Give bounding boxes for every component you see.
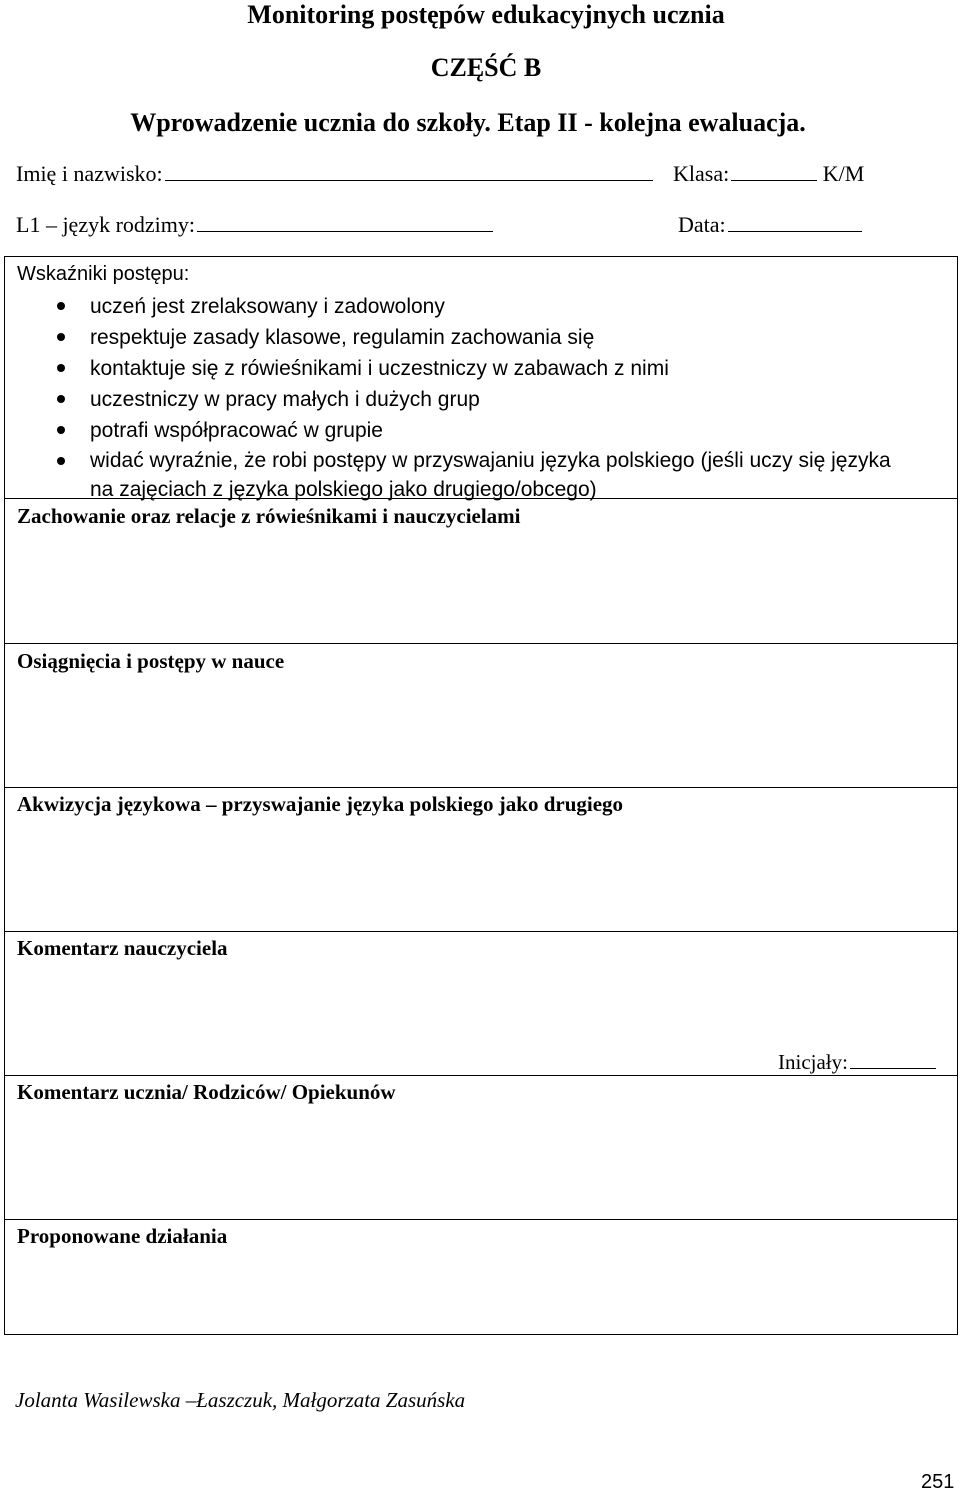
l1-field-row [16,211,493,238]
authors: Jolanta Wasilewska –Łaszczuk, Małgorzata Zasuńska [15,1388,466,1412]
part-label: CZĘŚĆ B [430,53,542,82]
acquisition-section[interactable] [4,787,958,931]
behavior-section[interactable] [4,498,958,643]
teacher-comment-title: Komentarz nauczyciela [17,936,228,960]
class-field-row [673,160,864,187]
list-item: uczestniczy w pracy małych i dużych grup [5,384,957,415]
student-comment-title: Komentarz ucznia/ Rodziców/ Opiekunów [17,1080,396,1104]
acquisition-title: Akwizycja językowa – przyswajanie języka polskiego jako drugiego [17,792,624,816]
list-item: potrafi współpracować w grupie [5,415,957,446]
bullet-icon [57,364,65,372]
name-field-row [16,160,653,187]
list-item: widać wyraźnie, że robi postępy w przyswajaniu języka polskiego (jeśli uczy się języka na zajęciach z języka polskiego jako drugiego/obcego) [5,446,957,504]
list-item: respektuje zasady klasowe, regulamin zachowania się [5,322,957,353]
proposed-actions-title: Proponowane działania [17,1224,228,1248]
initials-label: Inicjały: [778,1050,848,1074]
initials-row [778,1048,936,1075]
date-input-line[interactable] [728,211,862,232]
name-input-line[interactable] [165,160,653,181]
page-subtitle: Wprowadzenie ucznia do szkoły. Etap II - kolejna ewaluacja. [130,108,806,137]
proposed-actions-section[interactable] [4,1219,958,1335]
page-title: Monitoring postępów edukacyjnych ucznia [247,0,725,29]
bullet-icon [57,426,65,434]
student-comment-section[interactable] [4,1075,958,1219]
class-label: Klasa: [673,161,730,186]
list-item: uczeń jest zrelaksowany i zadowolony [5,291,957,322]
page-number: 251 [921,1471,955,1493]
class-suffix: K/M [822,161,865,186]
teacher-comment-section[interactable] [4,931,958,1075]
initials-input-line[interactable] [850,1048,936,1069]
class-input-line[interactable] [731,160,817,181]
indicators-title: Wskaźniki postępu: [17,263,190,285]
achievements-title: Osiągnięcia i postępy w nauce [17,649,285,673]
list-item: kontaktuje się z rówieśnikami i uczestniczy w zabawach z nimi [5,353,957,384]
indicators-list [5,291,957,504]
behavior-title: Zachowanie oraz relacje z rówieśnikami i nauczycielami [17,504,521,528]
bullet-icon [57,395,65,403]
achievements-section[interactable] [4,643,958,787]
l1-label: L1 – język rodzimy: [16,212,196,237]
name-label: Imię i nazwisko: [16,161,163,186]
bullet-icon [57,333,65,341]
indicators-box [4,256,958,501]
bullet-icon [57,302,65,310]
date-label: Data: [678,212,726,237]
date-field-row [678,211,862,238]
bullet-icon [57,457,65,465]
l1-input-line[interactable] [197,211,493,232]
